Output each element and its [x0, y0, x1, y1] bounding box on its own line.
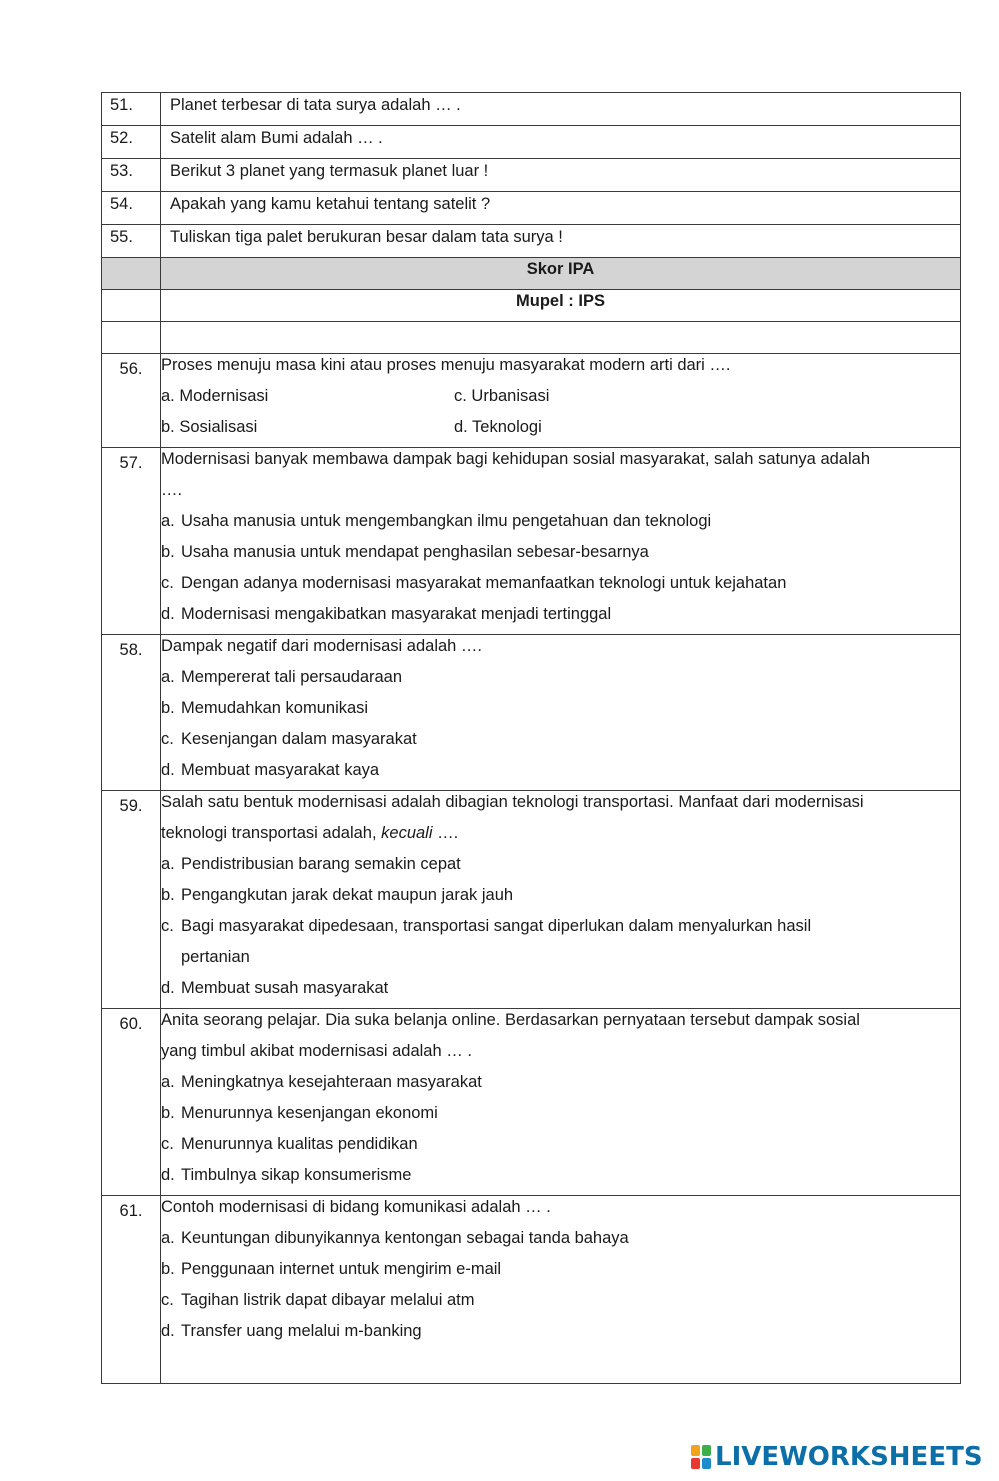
question-text: Berikut 3 planet yang termasuk planet luar !	[161, 159, 961, 192]
option-c[interactable]: c. Dengan adanya modernisasi masyarakat memanfaatkan teknologi untuk kejahatan	[161, 574, 787, 592]
option-b[interactable]: b. Usaha manusia untuk mendapat penghasilan sebesar-besarnya	[161, 543, 649, 561]
score-header-row	[102, 258, 961, 290]
option-a[interactable]: a. Meningkatnya kesejahteraan masyarakat	[161, 1073, 482, 1091]
option-a[interactable]: a. Usaha manusia untuk mengembangkan ilmu pengetahuan dan teknologi	[161, 512, 712, 530]
question-text: Satelit alam Bumi adalah … .	[161, 126, 961, 159]
question-text: Tuliskan tiga palet berukuran besar dalam tata surya !	[161, 225, 961, 258]
question-text: Dampak negatif dari modernisasi adalah ….	[161, 637, 483, 655]
question-number: 53.	[102, 159, 161, 192]
liveworksheets-logo-text: LIVEWORKSHEETS	[715, 1442, 983, 1472]
question-number: 54.	[102, 192, 161, 225]
table-row	[102, 159, 961, 192]
option-c-continuation: pertanian	[181, 948, 250, 966]
mupel-ips-heading: Mupel : IPS	[161, 290, 961, 322]
option-b[interactable]: b. Sosialisasi	[161, 418, 258, 436]
option-d[interactable]: d. Membuat susah masyarakat	[161, 979, 389, 997]
table-row	[102, 192, 961, 225]
question-number: 58.	[102, 635, 161, 791]
option-b[interactable]: b. Memudahkan komunikasi	[161, 699, 369, 717]
question-number: 61.	[102, 1196, 161, 1384]
question-cell	[161, 1196, 961, 1384]
option-d[interactable]: d. Teknologi	[454, 418, 542, 436]
liveworksheets-logo[interactable]	[690, 1442, 983, 1472]
table-row	[102, 635, 961, 791]
question-number: 55.	[102, 225, 161, 258]
question-text: Modernisasi banyak membawa dampak bagi kehidupan sosial masyarakat, salah satunya adalah	[161, 450, 870, 468]
table-row	[102, 225, 961, 258]
option-a[interactable]: a. Mempererat tali persaudaraan	[161, 668, 403, 686]
table-row	[102, 354, 961, 448]
question-text: Anita seorang pelajar. Dia suka belanja online. Berdasarkan pernyataan tersebut dampak sosial	[161, 1011, 860, 1029]
table-row	[102, 1009, 961, 1196]
option-a[interactable]: a. Modernisasi	[161, 387, 269, 405]
table-row	[102, 1196, 961, 1384]
question-cell	[161, 1009, 961, 1196]
option-d[interactable]: d. Membuat masyarakat kaya	[161, 761, 380, 779]
option-c[interactable]: c. Kesenjangan dalam masyarakat	[161, 730, 417, 748]
question-text: Contoh modernisasi di bidang komunikasi adalah … .	[161, 1198, 551, 1216]
option-c[interactable]: c. Menurunnya kualitas pendidikan	[161, 1135, 418, 1153]
question-number: 60.	[102, 1009, 161, 1196]
question-number: 51.	[102, 93, 161, 126]
question-text-cont: ….	[161, 481, 183, 499]
option-b[interactable]: b. Pengangkutan jarak dekat maupun jarak jauh	[161, 886, 514, 904]
option-d[interactable]: d. Modernisasi mengakibatkan masyarakat menjadi tertinggal	[161, 605, 612, 623]
table-row	[102, 448, 961, 635]
question-cell	[161, 635, 961, 791]
liveworksheets-logo-icon	[690, 1444, 712, 1470]
question-text-cont: yang timbul akibat modernisasi adalah … .	[161, 1042, 472, 1060]
question-cell	[161, 791, 961, 1009]
question-text: Proses menuju masa kini atau proses menuju masyarakat modern arti dari ….	[161, 356, 731, 374]
option-c[interactable]: c. Tagihan listrik dapat dibayar melalui atm	[161, 1291, 475, 1309]
skor-ipa-heading: Skor IPA	[161, 258, 961, 290]
option-b[interactable]: b. Penggunaan internet untuk mengirim e-mail	[161, 1260, 502, 1278]
empty-row	[102, 322, 961, 354]
table-row	[102, 93, 961, 126]
question-text: Salah satu bentuk modernisasi adalah dibagian teknologi transportasi. Manfaat dari modernisasi	[161, 793, 864, 811]
option-c[interactable]: c. Urbanisasi	[454, 387, 550, 405]
question-cell	[161, 354, 961, 448]
question-number: 56.	[102, 354, 161, 448]
question-text: Planet terbesar di tata surya adalah … .	[161, 93, 961, 126]
question-number: 52.	[102, 126, 161, 159]
question-cell	[161, 448, 961, 635]
subject-header-row	[102, 290, 961, 322]
question-text: Apakah yang kamu ketahui tentang satelit ?	[161, 192, 961, 225]
option-d[interactable]: d. Timbulnya sikap konsumerisme	[161, 1166, 412, 1184]
table-row	[102, 791, 961, 1009]
kecuali-emphasis: kecuali	[381, 824, 433, 842]
option-c[interactable]: c. Bagi masyarakat dipedesaan, transportasi sangat diperlukan dalam menyalurkan hasil	[161, 917, 812, 935]
table-row	[102, 126, 961, 159]
question-number: 59.	[102, 791, 161, 1009]
option-b[interactable]: b. Menurunnya kesenjangan ekonomi	[161, 1104, 438, 1122]
option-d[interactable]: d. Transfer uang melalui m-banking	[161, 1322, 422, 1340]
option-a[interactable]: a. Keuntungan dibunyikannya kentongan sebagai tanda bahaya	[161, 1229, 629, 1247]
question-text-cont: teknologi transportasi adalah, kecuali ….	[161, 824, 459, 842]
question-table	[101, 92, 961, 1384]
option-a[interactable]: a. Pendistribusian barang semakin cepat	[161, 855, 461, 873]
question-number: 57.	[102, 448, 161, 635]
